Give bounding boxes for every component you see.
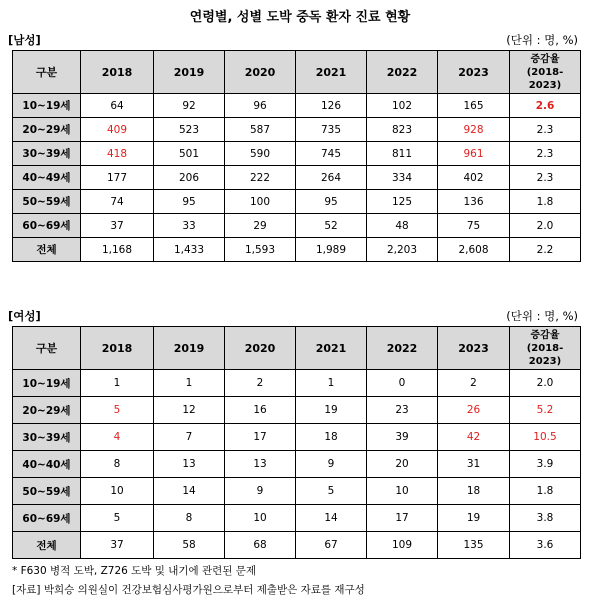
- header-growth-rate: 증감율 (2018- 2023): [510, 327, 581, 370]
- value-cell: 19: [438, 505, 510, 532]
- female-table: [12, 326, 581, 559]
- value-cell: 8: [154, 505, 225, 532]
- value-cell: 92: [154, 94, 225, 118]
- value-cell: 2,608: [438, 238, 510, 262]
- value-cell: 264: [296, 166, 367, 190]
- table-row: [13, 505, 581, 532]
- table-row: [13, 118, 581, 142]
- growth-rate-cell: 2.0: [510, 214, 581, 238]
- value-cell: 42: [438, 424, 510, 451]
- growth-rate-cell: 3.9: [510, 451, 581, 478]
- value-cell: 0: [367, 370, 438, 397]
- value-cell: 75: [438, 214, 510, 238]
- table-row: [13, 370, 581, 397]
- value-cell: 33: [154, 214, 225, 238]
- value-cell: 418: [81, 142, 154, 166]
- header-year: 2018: [81, 327, 154, 370]
- value-cell: 18: [438, 478, 510, 505]
- row-label: 20~29세: [13, 397, 81, 424]
- growth-rate-cell: 5.2: [510, 397, 581, 424]
- value-cell: 58: [154, 532, 225, 559]
- value-cell: 590: [225, 142, 296, 166]
- value-cell: 2: [225, 370, 296, 397]
- value-cell: 96: [225, 94, 296, 118]
- header-year: 2023: [438, 51, 510, 94]
- value-cell: 928: [438, 118, 510, 142]
- value-cell: 18: [296, 424, 367, 451]
- male-table: [12, 50, 581, 262]
- value-cell: 14: [296, 505, 367, 532]
- header-year: 2019: [154, 327, 225, 370]
- value-cell: 48: [367, 214, 438, 238]
- growth-rate-cell: 2.3: [510, 166, 581, 190]
- growth-rate-cell: 2.6: [510, 94, 581, 118]
- value-cell: 95: [154, 190, 225, 214]
- table-row: [13, 190, 581, 214]
- female-unit-label: (단위 : 명, %): [506, 309, 578, 323]
- row-label: 전체: [13, 532, 81, 559]
- row-label: 30~39세: [13, 142, 81, 166]
- row-label: 10~19세: [13, 94, 81, 118]
- value-cell: 37: [81, 214, 154, 238]
- value-cell: 5: [81, 397, 154, 424]
- header-year: 2021: [296, 327, 367, 370]
- source-note: [자료] 박희승 의원실이 건강보험심사평가원으로부터 제출받은 자료를 재구성: [12, 584, 365, 596]
- value-cell: 31: [438, 451, 510, 478]
- value-cell: 735: [296, 118, 367, 142]
- value-cell: 1,168: [81, 238, 154, 262]
- header-year: 2021: [296, 51, 367, 94]
- footnote: * F630 병적 도박, Z726 도박 및 내기에 관련된 문제: [12, 565, 257, 577]
- value-cell: 135: [438, 532, 510, 559]
- document-title: 연령별, 성별 도박 중독 환자 진료 현황: [189, 10, 411, 25]
- value-cell: 136: [438, 190, 510, 214]
- value-cell: 13: [225, 451, 296, 478]
- growth-rate-cell: 1.8: [510, 190, 581, 214]
- row-label: 40~49세: [13, 166, 81, 190]
- table-header-row: [13, 51, 581, 94]
- value-cell: 95: [296, 190, 367, 214]
- value-cell: 523: [154, 118, 225, 142]
- table-row: [13, 397, 581, 424]
- value-cell: 9: [296, 451, 367, 478]
- header-year: 2019: [154, 51, 225, 94]
- value-cell: 1,433: [154, 238, 225, 262]
- growth-rate-cell: 2.2: [510, 238, 581, 262]
- value-cell: 409: [81, 118, 154, 142]
- value-cell: 39: [367, 424, 438, 451]
- header-year: 2020: [225, 327, 296, 370]
- row-label: 10~19세: [13, 370, 81, 397]
- table-row: [13, 424, 581, 451]
- row-label: 50~59세: [13, 478, 81, 505]
- header-category: 구분: [13, 51, 81, 94]
- table-row: [13, 451, 581, 478]
- value-cell: 125: [367, 190, 438, 214]
- value-cell: 1: [81, 370, 154, 397]
- row-label: 60~69세: [13, 505, 81, 532]
- table-header-row: [13, 327, 581, 370]
- table-row: [13, 166, 581, 190]
- value-cell: 8: [81, 451, 154, 478]
- value-cell: 2,203: [367, 238, 438, 262]
- header-growth-rate: 증감율 (2018- 2023): [510, 51, 581, 94]
- value-cell: 1,989: [296, 238, 367, 262]
- value-cell: 4: [81, 424, 154, 451]
- growth-rate-cell: 2.3: [510, 142, 581, 166]
- value-cell: 20: [367, 451, 438, 478]
- value-cell: 26: [438, 397, 510, 424]
- value-cell: 177: [81, 166, 154, 190]
- row-label: 60~69세: [13, 214, 81, 238]
- growth-rate-cell: 3.6: [510, 532, 581, 559]
- value-cell: 10: [367, 478, 438, 505]
- value-cell: 13: [154, 451, 225, 478]
- value-cell: 12: [154, 397, 225, 424]
- value-cell: 17: [225, 424, 296, 451]
- value-cell: 811: [367, 142, 438, 166]
- value-cell: 165: [438, 94, 510, 118]
- value-cell: 222: [225, 166, 296, 190]
- value-cell: 52: [296, 214, 367, 238]
- value-cell: 23: [367, 397, 438, 424]
- growth-rate-cell: 1.8: [510, 478, 581, 505]
- value-cell: 37: [81, 532, 154, 559]
- growth-rate-cell: 10.5: [510, 424, 581, 451]
- value-cell: 29: [225, 214, 296, 238]
- header-year: 2020: [225, 51, 296, 94]
- value-cell: 1,593: [225, 238, 296, 262]
- row-label: 20~29세: [13, 118, 81, 142]
- value-cell: 7: [154, 424, 225, 451]
- value-cell: 109: [367, 532, 438, 559]
- total-row: [13, 238, 581, 262]
- table-row: [13, 142, 581, 166]
- value-cell: 14: [154, 478, 225, 505]
- table-row: [13, 214, 581, 238]
- value-cell: 587: [225, 118, 296, 142]
- total-row: [13, 532, 581, 559]
- growth-rate-cell: 3.8: [510, 505, 581, 532]
- value-cell: 206: [154, 166, 225, 190]
- value-cell: 334: [367, 166, 438, 190]
- row-label: 50~59세: [13, 190, 81, 214]
- value-cell: 67: [296, 532, 367, 559]
- value-cell: 5: [296, 478, 367, 505]
- value-cell: 19: [296, 397, 367, 424]
- row-label: 30~39세: [13, 424, 81, 451]
- table-row: [13, 94, 581, 118]
- value-cell: 402: [438, 166, 510, 190]
- value-cell: 64: [81, 94, 154, 118]
- value-cell: 68: [225, 532, 296, 559]
- header-year: 2022: [367, 327, 438, 370]
- value-cell: 17: [367, 505, 438, 532]
- value-cell: 961: [438, 142, 510, 166]
- value-cell: 16: [225, 397, 296, 424]
- value-cell: 501: [154, 142, 225, 166]
- value-cell: 74: [81, 190, 154, 214]
- header-year: 2022: [367, 51, 438, 94]
- header-year: 2023: [438, 327, 510, 370]
- value-cell: 10: [81, 478, 154, 505]
- value-cell: 745: [296, 142, 367, 166]
- male-unit-label: (단위 : 명, %): [506, 33, 578, 47]
- value-cell: 10: [225, 505, 296, 532]
- female-section-label: [여성]: [8, 309, 41, 323]
- value-cell: 126: [296, 94, 367, 118]
- row-label: 40~40세: [13, 451, 81, 478]
- table-row: [13, 478, 581, 505]
- value-cell: 100: [225, 190, 296, 214]
- header-category: 구분: [13, 327, 81, 370]
- value-cell: 1: [296, 370, 367, 397]
- male-section-label: [남성]: [8, 33, 41, 47]
- value-cell: 9: [225, 478, 296, 505]
- value-cell: 2: [438, 370, 510, 397]
- growth-rate-cell: 2.3: [510, 118, 581, 142]
- row-label: 전체: [13, 238, 81, 262]
- value-cell: 102: [367, 94, 438, 118]
- value-cell: 1: [154, 370, 225, 397]
- value-cell: 823: [367, 118, 438, 142]
- value-cell: 5: [81, 505, 154, 532]
- header-year: 2018: [81, 51, 154, 94]
- growth-rate-cell: 2.0: [510, 370, 581, 397]
